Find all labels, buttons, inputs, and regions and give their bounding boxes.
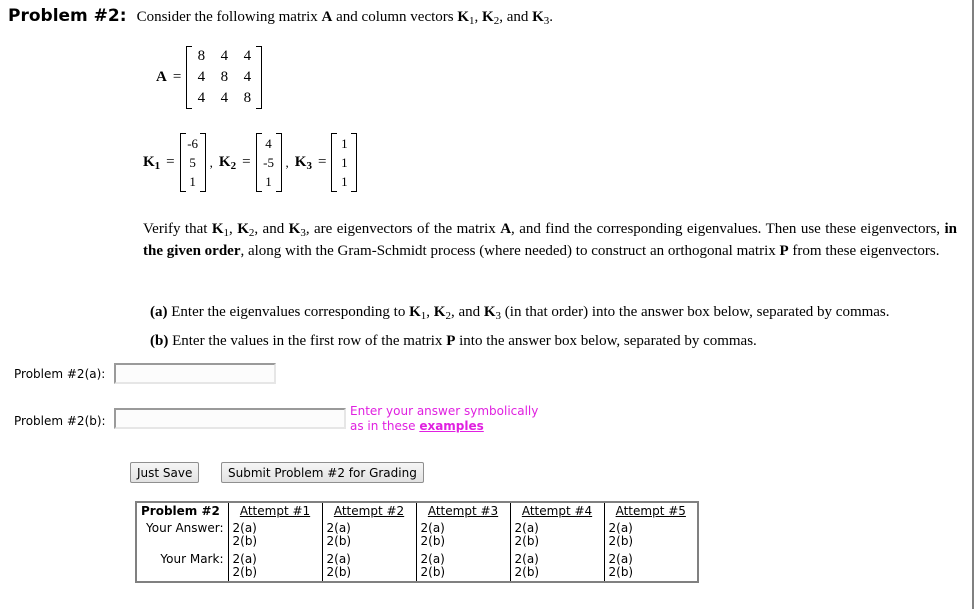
part-b-label: (b) xyxy=(150,333,169,349)
k-letter: K xyxy=(218,153,231,170)
answer-a-label: Problem #2(a): xyxy=(14,367,106,381)
attempt-1-link[interactable]: Attempt #1 xyxy=(239,504,311,518)
cell-line: 2(a) xyxy=(514,552,539,566)
cell-line: 2(b) xyxy=(326,565,352,579)
text: , and xyxy=(254,221,289,237)
equals-sign: = xyxy=(172,69,182,85)
intro-k2-sub: 2 xyxy=(493,15,500,27)
matrix-cell: 8 xyxy=(243,90,252,106)
matrix-cell: 4 xyxy=(197,69,206,85)
cell-line: 2(a) xyxy=(326,521,351,535)
part-a-label: (a) xyxy=(150,304,168,320)
cell-line: 2(a) xyxy=(608,521,633,535)
vector-k1-label xyxy=(143,154,160,172)
table-cell xyxy=(322,522,416,553)
cell-line: 2(a) xyxy=(420,552,445,566)
cell-line: 2(a) xyxy=(232,552,257,566)
attempt-5-link[interactable]: Attempt #5 xyxy=(615,504,686,518)
text: , along with the Gram-Schmidt process (where needed) to construct an orthogonal matrix xyxy=(240,243,780,259)
part-a xyxy=(150,300,890,329)
attempt-header xyxy=(322,502,416,522)
text: into the answer box below, separated by commas. xyxy=(455,333,757,349)
attempts-table xyxy=(135,501,699,583)
text: , xyxy=(229,221,238,237)
intro-k1-sub: 1 xyxy=(469,15,475,27)
vector-k1 xyxy=(180,133,206,192)
text: (in that order) into the answer box below, separated by commas. xyxy=(501,304,890,320)
cell-line: 2(b) xyxy=(420,534,446,548)
equals-sign: = xyxy=(317,154,327,170)
answer-a-input[interactable] xyxy=(114,363,276,384)
k1: K xyxy=(409,304,421,320)
k-sub: 2 xyxy=(230,159,237,172)
equals-sign: = xyxy=(166,154,175,170)
matrix-cell: 4 xyxy=(197,90,206,106)
text: from these eigenvectors. xyxy=(788,243,940,259)
k2: K xyxy=(237,221,249,237)
table-row-answer xyxy=(136,522,698,553)
k2: K xyxy=(433,304,446,320)
intro-text: . xyxy=(549,9,554,25)
matrix-p-ref: P xyxy=(779,243,789,259)
table-cell xyxy=(604,553,698,582)
equals-sign: = xyxy=(242,154,251,170)
hint-text: as in these xyxy=(350,419,420,433)
intro-text: , and xyxy=(499,9,533,25)
cell-line: 2(b) xyxy=(232,565,258,579)
page-right-border xyxy=(972,0,974,609)
table-cell xyxy=(510,553,604,582)
cell-line: 2(b) xyxy=(608,565,634,579)
table-cell xyxy=(228,553,322,582)
text: Enter the eigenvalues corresponding to xyxy=(167,304,410,320)
sub: 1 xyxy=(223,227,230,239)
cell-line: 2(b) xyxy=(232,534,258,548)
answer-b-input[interactable] xyxy=(114,408,346,429)
attempt-3-link[interactable]: Attempt #3 xyxy=(427,504,499,518)
vector-cell: -5 xyxy=(263,155,274,170)
matrix-cell: 4 xyxy=(243,69,252,85)
problem-instructions xyxy=(143,220,957,260)
emphasis: in the given order xyxy=(143,221,957,259)
vector-cell: 1 xyxy=(341,136,348,151)
cell-line: 2(a) xyxy=(608,552,633,566)
vector-cell: 4 xyxy=(265,136,272,151)
answer-b-label: Problem #2(b): xyxy=(14,414,106,428)
text: , xyxy=(426,304,434,320)
matrix-cell: 4 xyxy=(220,90,229,106)
attempt-4-link[interactable]: Attempt #4 xyxy=(521,504,593,518)
problem-title: Problem #2: xyxy=(8,6,127,26)
matrix-a-grid xyxy=(192,46,256,109)
intro-k3-sub: 3 xyxy=(543,15,550,27)
intro-text: Consider the following matrix xyxy=(136,9,322,25)
sub: 2 xyxy=(445,310,451,322)
matrix-a xyxy=(156,46,262,109)
just-save-button[interactable]: Just Save xyxy=(130,462,199,483)
text: , and xyxy=(450,304,484,320)
comma: , xyxy=(285,154,289,170)
k-letter: K xyxy=(294,153,307,170)
matrix-a-label: A xyxy=(156,69,167,85)
table-header-row xyxy=(136,502,698,522)
vector-k2 xyxy=(256,133,282,192)
part-b xyxy=(150,329,890,354)
comma: , xyxy=(209,154,213,170)
row-label-mark: Your Mark: xyxy=(160,552,224,566)
table-cell xyxy=(416,522,510,553)
attempt-header xyxy=(228,502,322,522)
matrix-a-bracket xyxy=(186,46,262,109)
matrix-cell: 8 xyxy=(197,48,206,64)
cell-line: 2(a) xyxy=(232,521,257,535)
table-row-mark xyxy=(136,553,698,582)
text: , are eigenvectors of the matrix xyxy=(305,221,501,237)
text: Enter the values in the first row of the matrix xyxy=(168,333,447,349)
cell-line: 2(b) xyxy=(326,534,352,548)
cell-line: 2(b) xyxy=(514,565,540,579)
sub: 1 xyxy=(420,310,427,322)
text: Verify that xyxy=(143,221,212,237)
submit-for-grading-button[interactable]: Submit Problem #2 for Grading xyxy=(221,462,424,483)
matrix-cell: 4 xyxy=(243,48,252,64)
table-cell xyxy=(322,553,416,582)
vector-k2-label xyxy=(219,154,236,172)
problem-header xyxy=(8,6,553,27)
table-corner: Problem #2 xyxy=(141,504,220,518)
intro-matrix-a: A xyxy=(321,9,333,25)
vector-k3-label xyxy=(295,154,312,172)
cell-line: 2(a) xyxy=(514,521,539,535)
attempt-2-link[interactable]: Attempt #2 xyxy=(333,504,405,518)
k3: K xyxy=(288,221,301,237)
vector-k3-grid xyxy=(337,133,351,192)
vector-cell: 1 xyxy=(265,174,272,189)
intro-k2: K xyxy=(482,9,494,25)
vector-k2-grid xyxy=(262,133,276,192)
k-sub: 3 xyxy=(306,159,312,172)
cell-line: 2(a) xyxy=(420,521,445,535)
vector-cell: 1 xyxy=(341,155,348,170)
attempt-header xyxy=(604,502,698,522)
vector-k1-grid xyxy=(186,133,200,192)
matrix-cell: 4 xyxy=(220,48,229,64)
table-cell xyxy=(604,522,698,553)
problem-intro xyxy=(137,9,553,25)
intro-text: , xyxy=(474,9,483,25)
symbolic-hint xyxy=(350,404,538,434)
problem-parts xyxy=(150,300,890,354)
attempt-header xyxy=(510,502,604,522)
vector-cell: -6 xyxy=(187,136,199,151)
k-sub: 1 xyxy=(154,159,161,172)
vector-k3 xyxy=(331,133,357,192)
intro-k3: K xyxy=(532,9,544,25)
cell-line: 2(b) xyxy=(420,565,446,579)
intro-k1: K xyxy=(457,9,470,25)
vector-cell: 1 xyxy=(189,174,196,189)
row-label-answer: Your Answer: xyxy=(146,521,224,535)
matrix-cell: 8 xyxy=(220,69,229,85)
table-cell xyxy=(510,522,604,553)
vector-cell: 5 xyxy=(189,155,196,170)
sub: 3 xyxy=(495,310,502,322)
vector-cell: 1 xyxy=(341,174,348,189)
attempt-header xyxy=(416,502,510,522)
examples-link[interactable]: examples xyxy=(419,419,484,433)
table-cell xyxy=(416,553,510,582)
k-letter: K xyxy=(143,153,155,170)
intro-text: and column vectors xyxy=(332,9,458,25)
cell-line: 2(a) xyxy=(326,552,351,566)
cell-line: 2(b) xyxy=(608,534,634,548)
vectors-row xyxy=(143,133,357,192)
hint-line-2 xyxy=(350,419,538,434)
matrix-a-ref: A xyxy=(500,221,512,237)
sub: 3 xyxy=(300,227,306,239)
sub: 2 xyxy=(248,227,255,239)
table-cell xyxy=(228,522,322,553)
cell-line: 2(b) xyxy=(514,534,540,548)
hint-line-1: Enter your answer symbolically xyxy=(350,404,539,418)
k1: K xyxy=(211,221,224,237)
text: , and find the corresponding eigenvalues. Then use these eigenvectors, xyxy=(511,221,945,237)
matrix-p-ref: P xyxy=(446,333,456,349)
k3: K xyxy=(483,304,496,320)
